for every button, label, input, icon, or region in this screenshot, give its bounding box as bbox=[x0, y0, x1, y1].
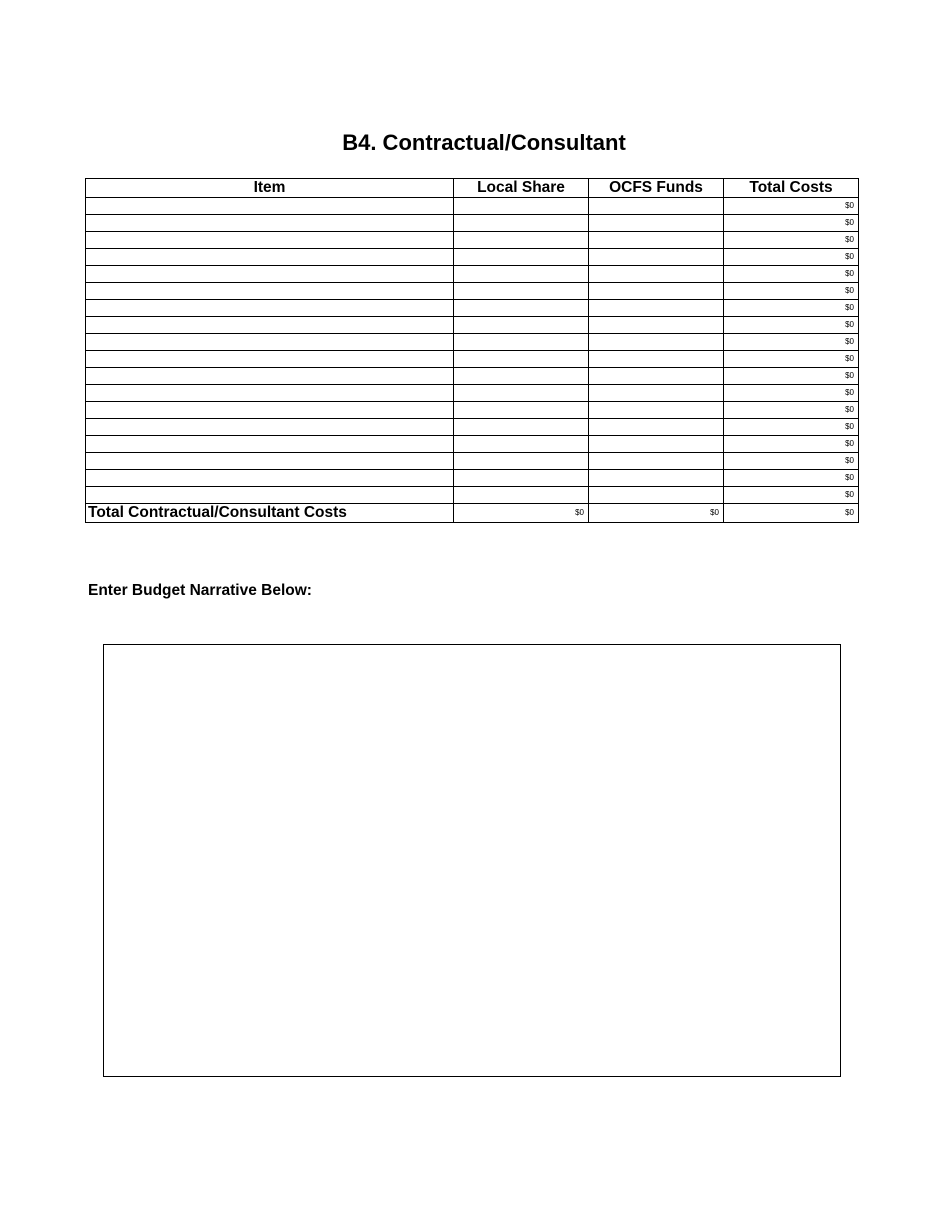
table-row bbox=[86, 232, 859, 249]
item-cell[interactable] bbox=[86, 487, 454, 504]
total-row bbox=[86, 504, 859, 523]
local-share-cell[interactable] bbox=[454, 385, 589, 402]
page-title: B4. Contractual/Consultant bbox=[342, 130, 626, 155]
total-total-costs: $0 bbox=[724, 504, 859, 523]
item-cell[interactable] bbox=[86, 453, 454, 470]
table-row bbox=[86, 317, 859, 334]
item-cell[interactable] bbox=[86, 419, 454, 436]
item-cell[interactable] bbox=[86, 470, 454, 487]
ocfs-funds-cell[interactable] bbox=[589, 368, 724, 385]
item-cell[interactable] bbox=[86, 351, 454, 368]
total-costs-cell: $0 bbox=[724, 351, 859, 368]
item-cell[interactable] bbox=[86, 368, 454, 385]
total-costs-cell: $0 bbox=[724, 368, 859, 385]
table-row bbox=[86, 385, 859, 402]
ocfs-funds-cell[interactable] bbox=[589, 283, 724, 300]
total-costs-cell: $0 bbox=[724, 283, 859, 300]
table-row bbox=[86, 300, 859, 317]
total-local-share: $0 bbox=[454, 504, 589, 523]
ocfs-funds-cell[interactable] bbox=[589, 300, 724, 317]
ocfs-funds-cell[interactable] bbox=[589, 487, 724, 504]
ocfs-funds-cell[interactable] bbox=[589, 419, 724, 436]
total-costs-cell: $0 bbox=[724, 215, 859, 232]
total-costs-cell: $0 bbox=[724, 198, 859, 215]
total-costs-cell: $0 bbox=[724, 402, 859, 419]
ocfs-funds-cell[interactable] bbox=[589, 453, 724, 470]
narrative-label: Enter Budget Narrative Below: bbox=[88, 582, 312, 599]
local-share-cell[interactable] bbox=[454, 198, 589, 215]
table-row bbox=[86, 419, 859, 436]
table-row bbox=[86, 351, 859, 368]
table-row bbox=[86, 436, 859, 453]
table-row bbox=[86, 334, 859, 351]
table-body bbox=[86, 198, 859, 504]
item-cell[interactable] bbox=[86, 283, 454, 300]
total-costs-cell: $0 bbox=[724, 470, 859, 487]
item-cell[interactable] bbox=[86, 300, 454, 317]
total-costs-cell: $0 bbox=[724, 453, 859, 470]
item-cell[interactable] bbox=[86, 334, 454, 351]
local-share-cell[interactable] bbox=[454, 470, 589, 487]
table-row bbox=[86, 198, 859, 215]
column-header-item: Item bbox=[86, 179, 454, 198]
ocfs-funds-cell[interactable] bbox=[589, 385, 724, 402]
table-row bbox=[86, 215, 859, 232]
ocfs-funds-cell[interactable] bbox=[589, 351, 724, 368]
ocfs-funds-cell[interactable] bbox=[589, 317, 724, 334]
ocfs-funds-cell[interactable] bbox=[589, 436, 724, 453]
local-share-cell[interactable] bbox=[454, 368, 589, 385]
total-costs-cell: $0 bbox=[724, 317, 859, 334]
ocfs-funds-cell[interactable] bbox=[589, 232, 724, 249]
column-header-local-share: Local Share bbox=[454, 179, 589, 198]
local-share-cell[interactable] bbox=[454, 215, 589, 232]
total-ocfs-funds: $0 bbox=[589, 504, 724, 523]
table-row bbox=[86, 453, 859, 470]
total-costs-cell: $0 bbox=[724, 232, 859, 249]
table-row bbox=[86, 487, 859, 504]
ocfs-funds-cell[interactable] bbox=[589, 266, 724, 283]
budget-narrative-textarea[interactable] bbox=[103, 644, 841, 1077]
local-share-cell[interactable] bbox=[454, 436, 589, 453]
item-cell[interactable] bbox=[86, 436, 454, 453]
local-share-cell[interactable] bbox=[454, 317, 589, 334]
table-row bbox=[86, 470, 859, 487]
local-share-cell[interactable] bbox=[454, 402, 589, 419]
ocfs-funds-cell[interactable] bbox=[589, 470, 724, 487]
total-costs-cell: $0 bbox=[724, 334, 859, 351]
local-share-cell[interactable] bbox=[454, 266, 589, 283]
total-costs-cell: $0 bbox=[724, 385, 859, 402]
total-costs-cell: $0 bbox=[724, 300, 859, 317]
table-row bbox=[86, 249, 859, 266]
budget-table bbox=[85, 178, 859, 523]
ocfs-funds-cell[interactable] bbox=[589, 198, 724, 215]
table-row bbox=[86, 266, 859, 283]
item-cell[interactable] bbox=[86, 317, 454, 334]
item-cell[interactable] bbox=[86, 402, 454, 419]
item-cell[interactable] bbox=[86, 232, 454, 249]
local-share-cell[interactable] bbox=[454, 351, 589, 368]
local-share-cell[interactable] bbox=[454, 300, 589, 317]
local-share-cell[interactable] bbox=[454, 232, 589, 249]
total-costs-cell: $0 bbox=[724, 249, 859, 266]
table-row bbox=[86, 402, 859, 419]
table-row bbox=[86, 368, 859, 385]
local-share-cell[interactable] bbox=[454, 487, 589, 504]
column-header-total-costs: Total Costs bbox=[724, 179, 859, 198]
ocfs-funds-cell[interactable] bbox=[589, 215, 724, 232]
table-row bbox=[86, 283, 859, 300]
item-cell[interactable] bbox=[86, 215, 454, 232]
total-costs-cell: $0 bbox=[724, 419, 859, 436]
ocfs-funds-cell[interactable] bbox=[589, 402, 724, 419]
local-share-cell[interactable] bbox=[454, 419, 589, 436]
local-share-cell[interactable] bbox=[454, 283, 589, 300]
item-cell[interactable] bbox=[86, 266, 454, 283]
total-costs-cell: $0 bbox=[724, 266, 859, 283]
item-cell[interactable] bbox=[86, 198, 454, 215]
total-costs-cell: $0 bbox=[724, 487, 859, 504]
item-cell[interactable] bbox=[86, 385, 454, 402]
local-share-cell[interactable] bbox=[454, 249, 589, 266]
header-row bbox=[86, 179, 859, 198]
ocfs-funds-cell[interactable] bbox=[589, 249, 724, 266]
local-share-cell[interactable] bbox=[454, 453, 589, 470]
ocfs-funds-cell[interactable] bbox=[589, 334, 724, 351]
total-costs-cell: $0 bbox=[724, 436, 859, 453]
column-header-ocfs-funds: OCFS Funds bbox=[589, 179, 724, 198]
total-row-label: Total Contractual/Consultant Costs bbox=[86, 504, 454, 523]
local-share-cell[interactable] bbox=[454, 334, 589, 351]
item-cell[interactable] bbox=[86, 249, 454, 266]
